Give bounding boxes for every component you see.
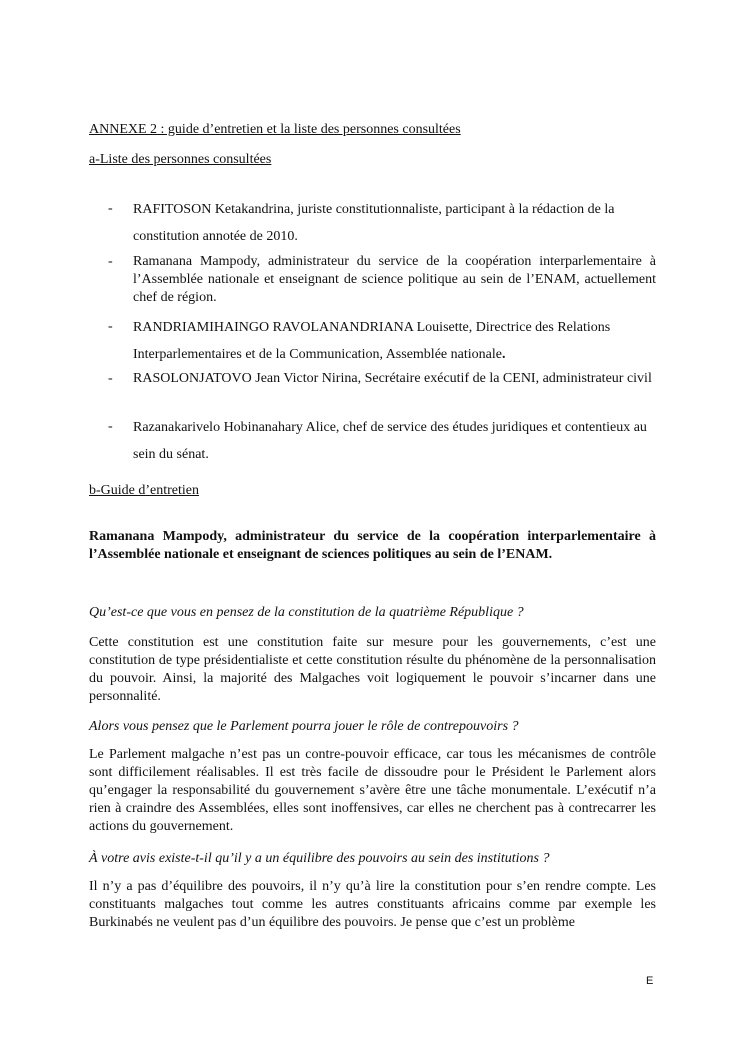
answer-1: Cette constitution est une constitution faite sur mesure pour les gouvernements, c’est une constitution de type présidentialiste et cette constitution résulte du phénomène de la personnalisation du pouvoir. Ainsi, la majorité des Malgaches voit logiquement le pouvoir s’incarner dans une personnalité. [89, 635, 656, 704]
question-2: Alors vous pensez que le Parlement pourra jouer le rôle de contrepouvoirs ? [89, 719, 519, 734]
interviewee-heading: Ramanana Mampody, administrateur du service de la coopération interparlementaire à l’Assemblée nationale et enseignant de sciences politiques au sein de l’ENAM. [89, 529, 656, 562]
list-dash: - [108, 419, 113, 434]
answer-2: Le Parlement malgache n’est pas un contre-pouvoir efficace, car tous les mécanismes de contrôle sont difficilement réalisables. Il est très facile de dissoudre pour le Président le Parlement alors qu’engager la responsabilité du gouvernement s’avère être une tâche monumentale. L’exécutif n’a rien à craindre des Assemblées, elles sont inoffensives, car elles ne cherchent pas à contrecarrer les actions du gouvernement. [89, 747, 656, 834]
section-a-heading: a-Liste des personnes consultées [89, 152, 272, 167]
person-entry: RASOLONJATOVO Jean Victor Nirina, Secrétaire exécutif de la CENI, administrateur civil [133, 371, 652, 386]
list-item [108, 370, 656, 388]
person-entry: Razanakarivelo Hobinanahary Alice, chef de service des études juridiques et contentieux au sein du sénat. [133, 420, 647, 462]
list-dash: - [108, 371, 113, 386]
list-item [108, 200, 656, 250]
annex-title: ANNEXE 2 : guide d’entretien et la liste des personnes consultées [89, 122, 461, 137]
section-b-heading: b-Guide d’entretien [89, 483, 200, 498]
question-1: Qu’est-ce que vous en pensez de la constitution de la quatrième République ? [89, 605, 524, 620]
person-entry-text: RANDRIAMIHAINGO RAVOLANANDRIANA Louisette, Directrice des Relations Interparlementaires et de la Communication, Assemblée nationale [133, 320, 611, 362]
person-entry-period: . [501, 347, 506, 362]
list-item [108, 418, 656, 468]
person-entry: Ramanana Mampody, administrateur du service de la coopération interparlementaire à l’Assemblée nationale et enseignant de science politique au sein de l’ENAM, actuellement chef de région. [133, 254, 656, 305]
list-dash: - [108, 254, 113, 269]
page-number: E [646, 975, 654, 987]
person-entry [133, 314, 656, 368]
answer-3: Il n’y a pas d’équilibre des pouvoirs, il n’y qu’à lire la constitution pour s’en rendre compte. Les constituants malgaches tout comme les autres constituants africains comme par exemple les Burkinabés ne veulent pas d’un équilibre des pouvoirs. Je pense que c’est un problème [89, 879, 656, 930]
list-dash: - [108, 201, 113, 216]
question-3: À votre avis existe-t-il qu’il y a un équilibre des pouvoirs au sein des institutions ? [89, 851, 550, 866]
list-item [108, 253, 656, 307]
person-entry: RAFITOSON Ketakandrina, juriste constitutionnaliste, participant à la rédaction de la constitution annotée de 2010. [133, 202, 615, 244]
list-dash: - [108, 319, 113, 334]
list-item [108, 318, 656, 368]
